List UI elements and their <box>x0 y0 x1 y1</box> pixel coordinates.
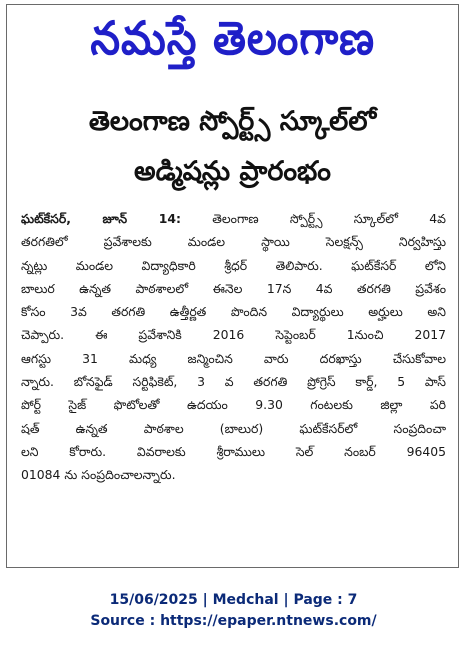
clipping-meta: 15/06/2025 | Medchal | Page : 7 <box>109 592 358 608</box>
article-line: షత్ ఉన్నత పాఠశాల (బాలుర) ఘట్‌కేసర్‌లో సంప్రదించా <box>21 420 446 436</box>
source-link[interactable]: Source : https://epaper.ntnews.com/ <box>90 613 377 629</box>
masthead-logo: నమస్తే తెలంగాణ <box>90 11 375 65</box>
masthead <box>7 5 458 83</box>
article-line: లని కోరారు. వివరాలకు శ్రీరాములు సెల్ నంబర్ 96405 <box>21 443 446 459</box>
dateline: ఘట్‌కేసర్, జూన్ 14: <box>21 211 181 226</box>
article-body <box>21 207 446 487</box>
headline-line-2: అడ్మిషన్లు ప్రారంభం <box>134 156 331 187</box>
article-line: న్నారు. బోనఫైడ్ సర్టిఫికెట్, 3 వ తరగతి ప్రోగ్రెస్ కార్డ్, 5 పాస్ <box>21 374 446 390</box>
article-line: న్నట్లు మండల విద్యాధికారి శ్రీధర్ తెలిపారు. ఘట్‌కేసర్ లోని <box>21 257 446 273</box>
news-clipping <box>6 4 459 568</box>
article-line: 01084 ను సంప్రదించాలన్నారు. <box>21 467 176 483</box>
article-text: తెలంగాణ స్పోర్ట్స్ స్కూల్‌లో 4వ <box>212 211 446 226</box>
headline <box>17 97 448 197</box>
headline-line-1: తెలంగాణ స్పోర్ట్స్ స్కూల్‌లో <box>88 106 377 137</box>
article-line: ఆగస్టు 31 మధ్య జన్మించిన వారు దరఖాస్తు చేసుకోవాల <box>21 350 446 366</box>
article-line: కోసం 3వ తరగతి ఉత్తీర్ణత పొందిన విద్యార్థులు అర్హులు అని <box>21 304 446 320</box>
article-line: బాలుర ఉన్నత పాఠశాలలో ఈనెల 17న 4వ తరగతి ప్రవేశం <box>21 280 446 296</box>
article-line: తరగతిలో ప్రవేశాలకు మండల స్థాయి సెలక్షన్స్ నిర్వహిస్తు <box>21 234 446 250</box>
article-line: పోర్ట్ సైజ్ ఫొటోలతో ఉదయం 9.30 గంటలకు జిల్లా పరి <box>21 397 446 413</box>
article-line <box>21 207 446 230</box>
article-line: చెప్పారు. ఈ ప్రవేశానికి 2016 సెప్టెంబర్ 1నుంచి 2017 <box>21 327 446 343</box>
